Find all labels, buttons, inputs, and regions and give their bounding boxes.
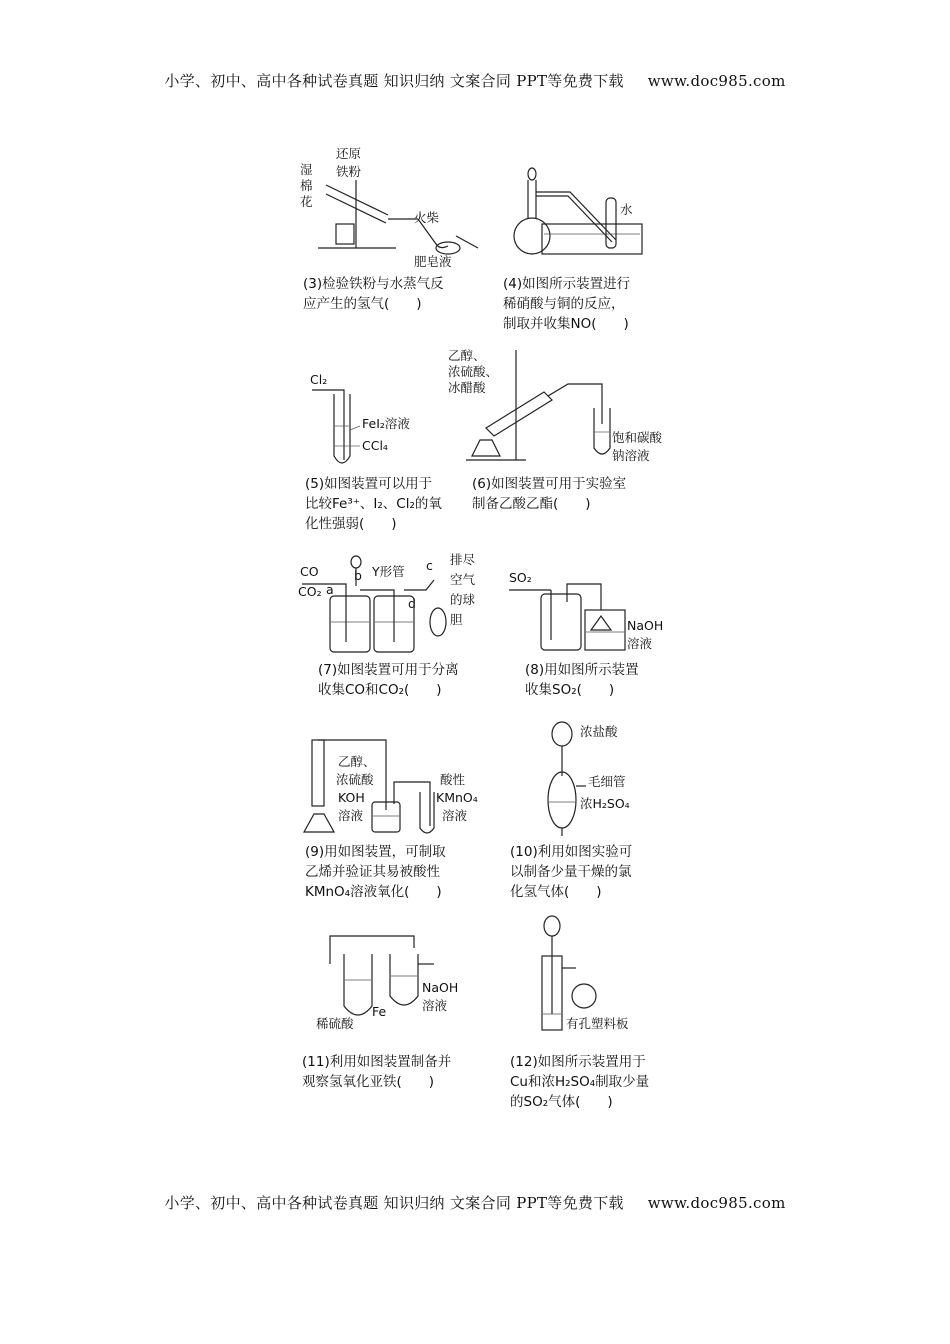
label-6-3: 饱和碳酸 <box>612 430 663 445</box>
caption-5-line-0: (5)如图装置可以用于 <box>305 476 433 492</box>
label-9-5: KMnO₄ <box>436 790 478 805</box>
caption-8-line-0: (8)用如图所示装置 <box>525 662 639 678</box>
label-6-2: 冰醋酸 <box>448 380 486 395</box>
caption-9-line-2: KMnO₄溶液氧化( ) <box>305 884 442 900</box>
label-3-6: 肥皂液 <box>414 254 452 269</box>
label-3-3: 还原 <box>336 146 362 161</box>
label-10-2: 浓H₂SO₄ <box>580 796 630 811</box>
caption-4 <box>503 274 630 334</box>
page-footer <box>0 1192 950 1213</box>
figure-5 <box>306 364 436 474</box>
label-3-4: 铁粉 <box>336 164 362 179</box>
label-11-2: 稀硫酸 <box>316 1016 354 1031</box>
caption-5-line-1: 比较Fe³⁺、I₂、Cl₂的氧 <box>305 496 442 512</box>
label-9-0: 乙醇、 <box>338 754 376 769</box>
label-12-0: 有孔塑料板 <box>566 1016 629 1031</box>
label-4-0: 水 <box>620 202 633 217</box>
caption-6-line-0: (6)如图装置可用于实验室 <box>472 476 627 492</box>
figure-11 <box>310 924 480 1034</box>
label-7-10: 胆 <box>450 612 463 627</box>
caption-6 <box>472 474 626 514</box>
caption-10-line-2: 化氢气体( ) <box>510 884 602 900</box>
caption-12-line-1: Cu和浓H₂SO₄制取少量 <box>510 1074 650 1090</box>
caption-4-line-0: (4)如图所示装置进行 <box>503 276 631 292</box>
figure-7 <box>296 546 486 658</box>
label-11-1: 溶液 <box>422 998 448 1013</box>
label-3-2: 花 <box>300 194 313 209</box>
caption-12 <box>510 1052 649 1112</box>
label-7-2: a <box>326 582 334 597</box>
label-5-0: Cl₂ <box>310 372 328 387</box>
page-header <box>0 70 950 91</box>
figure-8 <box>505 566 675 656</box>
label-5-1: FeI₂溶液 <box>362 416 410 431</box>
caption-10 <box>510 842 632 902</box>
label-7-9: 的球 <box>450 592 476 607</box>
label-7-1: CO₂ <box>298 584 322 599</box>
caption-9 <box>305 842 446 902</box>
label-5-2: CCl₄ <box>362 438 388 453</box>
figure-3 <box>296 140 486 270</box>
label-8-1: NaOH <box>627 618 664 633</box>
label-9-4: 酸性 <box>440 772 466 787</box>
caption-10-line-0: (10)利用如图实验可 <box>510 844 633 860</box>
caption-6-line-1: 制备乙酸乙酯( ) <box>472 496 591 512</box>
caption-12-line-0: (12)如图所示装置用于 <box>510 1054 646 1070</box>
label-10-0: 浓盐酸 <box>580 724 618 739</box>
label-9-3: 溶液 <box>338 808 364 823</box>
label-11-3: Fe <box>372 1004 387 1019</box>
caption-8 <box>525 660 639 700</box>
label-6-4: 钠溶液 <box>612 448 650 463</box>
caption-3-line-1: 应产生的氢气( ) <box>303 296 422 312</box>
caption-4-line-1: 稀硝酸与铜的反应， <box>503 296 625 312</box>
label-10-1: 毛细管 <box>588 774 626 789</box>
header-site: www.doc985.com <box>647 72 786 90</box>
caption-9-line-1: 乙烯并验证其易被酸性 <box>305 864 440 880</box>
label-7-6: d <box>408 596 416 611</box>
label-3-0: 湿 <box>300 162 313 177</box>
caption-8-line-1: 收集SO₂( ) <box>525 682 615 698</box>
caption-5 <box>305 474 442 534</box>
caption-11-line-0: (11)利用如图装置制备并 <box>302 1054 452 1070</box>
label-7-7: 排尽 <box>450 552 476 567</box>
caption-7 <box>318 660 459 700</box>
caption-7-line-0: (7)如图装置可用于分离 <box>318 662 459 678</box>
caption-3 <box>303 274 444 314</box>
figure-4 <box>508 160 658 260</box>
label-8-2: 溶液 <box>627 636 653 651</box>
label-8-0: SO₂ <box>509 570 532 585</box>
caption-4-line-2: 制取并收集NO( ) <box>503 316 629 332</box>
figure-6 <box>446 344 663 466</box>
label-3-5: 火柴 <box>414 210 440 225</box>
caption-7-line-1: 收集CO和CO₂( ) <box>318 682 442 698</box>
footer-site: www.doc985.com <box>647 1194 786 1212</box>
label-9-2: KOH <box>338 790 365 805</box>
label-11-0: NaOH <box>422 980 459 995</box>
figure-9 <box>298 728 488 838</box>
label-7-4: Y形管 <box>372 564 405 579</box>
caption-11-line-1: 观察氢氧化亚铁( ) <box>302 1074 435 1090</box>
caption-12-line-2: 的SO₂气体( ) <box>510 1094 613 1110</box>
label-6-0: 乙醇、 <box>448 348 486 363</box>
figure-10 <box>532 716 662 836</box>
caption-9-line-0: (9)用如图装置，可制取 <box>305 844 446 860</box>
label-7-8: 空气 <box>450 572 476 587</box>
caption-5-line-2: 化性强弱( ) <box>305 516 397 532</box>
label-6-1: 浓硫酸、 <box>448 364 499 379</box>
label-3-1: 棉 <box>300 178 313 193</box>
label-7-0: CO <box>300 564 319 579</box>
footer-text: 小学、初中、高中各种试卷真题 知识归纳 文案合同 PPT等免费下载 <box>164 1194 624 1212</box>
label-7-5: c <box>426 558 433 573</box>
caption-3-line-0: (3)检验铁粉与水蒸气反 <box>303 276 444 292</box>
label-9-1: 浓硫酸 <box>336 772 374 787</box>
caption-10-line-1: 以制备少量干燥的氯 <box>510 864 632 880</box>
label-9-6: 溶液 <box>442 808 468 823</box>
header-text: 小学、初中、高中各种试卷真题 知识归纳 文案合同 PPT等免费下载 <box>164 72 624 90</box>
label-7-3: b <box>354 568 362 583</box>
figure-12 <box>536 914 666 1036</box>
caption-11 <box>302 1052 451 1092</box>
